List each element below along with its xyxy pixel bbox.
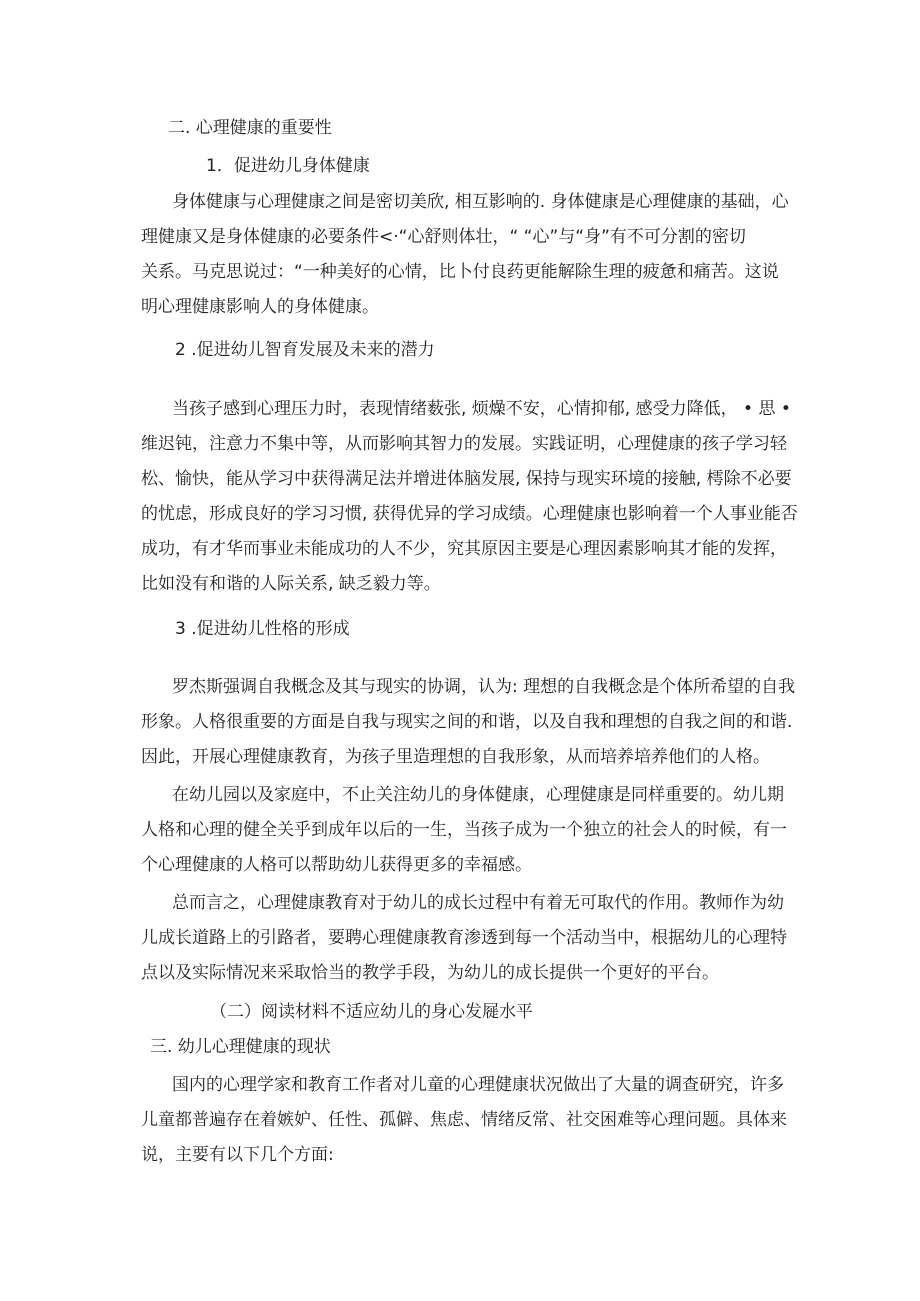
- subheading-physical-health: 1．促进幼儿身体健康: [206, 156, 370, 176]
- subheading-personality-formation: 3 .促进幼儿性格的形成: [175, 619, 350, 639]
- paragraph-line: 的忧虑，形成良好的学习习惯, 获得优异的学习成绩。心理健康也影响着一个人事业能否: [141, 504, 798, 524]
- paragraph-line: 儿童都普遍存在着嫉妒、任性、孤僻、焦虑、情绪反常、社交困难等心理问题。具体来: [141, 1110, 787, 1130]
- paragraph-line: 罗杰斯强调自我概念及其与现实的协调，认为: 理想的自我概念是个体所希望的自我: [172, 677, 796, 697]
- paragraph-line: 身体健康与心理健康之间是密切美欣, 相互影响的. 身体健康是心理健康的基础，心: [172, 192, 789, 212]
- paragraph-line: 关系。马克思说过：“一种美好的心情，比卜付良药更能解除生理的疲惫和痛苦。这说: [141, 262, 779, 282]
- paragraph-line: 说，主要有以下几个方面:: [141, 1145, 334, 1165]
- paragraph-line: 松、愉快，能从学习中获得满足法并增进体脑发展, 保持与现实环境的接触, 樗除不必要: [141, 469, 792, 489]
- paragraph-line: 当孩子感到心理压力时，表现情绪薮张, 烦燥不安，心情抑郁, 感受力降低， • 思 •: [172, 399, 791, 419]
- paragraph-line: 人格和心理的健全关乎到成年以后的一生，当孩子成为一个独立的社会人的时候，有一: [141, 820, 787, 840]
- paragraph-line: 因此，开展心理健康教育，为孩子里造理想的自我形象，从而培养培养他们的人格。: [141, 747, 770, 767]
- paragraph-line: 理健康又是身体健康的必要条件<·“心舒则体壮，“ “心”与“身”有不可分割的密切: [141, 227, 746, 247]
- paragraph-line: 成功，有才华而事业未能成功的人不少，究其原因主要是心理因素影响其才能的发挥，: [141, 539, 787, 559]
- paragraph-line: 点以及实际情况来采取恰当的教学手段，为幼儿的成长提供一个更好的平台。: [141, 963, 719, 983]
- paragraph-line: 国内的心理学家和教育工作者对儿童的心理健康状况做出了大量的调查研究，许多: [172, 1075, 784, 1095]
- paragraph-line: 在幼儿园以及家庭中，不止关注幼儿的身体健康，心理健康是同样重要的。幼儿期: [172, 785, 784, 805]
- section-heading-importance: 二. 心理健康的重要性: [168, 118, 332, 138]
- paragraph-line: 明心理健康影响人的身体健康。: [141, 297, 379, 317]
- paragraph-line: 总而言之，心理健康教育对于幼儿的成长过程中有着无可取代的作用。教师作为幼: [172, 893, 784, 913]
- paragraph-line: 比如没有和谐的人际关系, 缺乏毅力等。: [141, 574, 441, 594]
- paragraph-line: 维迟钝，注意力不集中等，从而影响其智力的发展。实践证明，心理健康的孩子学习轻: [141, 434, 787, 454]
- paragraph-line: 形象。人格很重要的方面是自我与现实之间的和谐，以及自我和理想的自我之间的和谐.: [141, 712, 793, 732]
- subheading-reading-materials: （二）阅读材料不适应幼儿的身心发屣水平: [210, 1002, 533, 1022]
- section-heading-current-status: 三. 幼儿心理健康的现状: [150, 1037, 331, 1057]
- subheading-intellectual-development: 2 .促进幼儿智育发展及未来的潜力: [175, 340, 435, 360]
- paragraph-line: 个心理健康的人格可以帮助幼儿获得更多的幸福感。: [141, 855, 532, 875]
- paragraph-line: 儿成长道路上的引路者，要聘心理健康教育渗透到每一个活动当中，根据幼儿的心理特: [141, 928, 787, 948]
